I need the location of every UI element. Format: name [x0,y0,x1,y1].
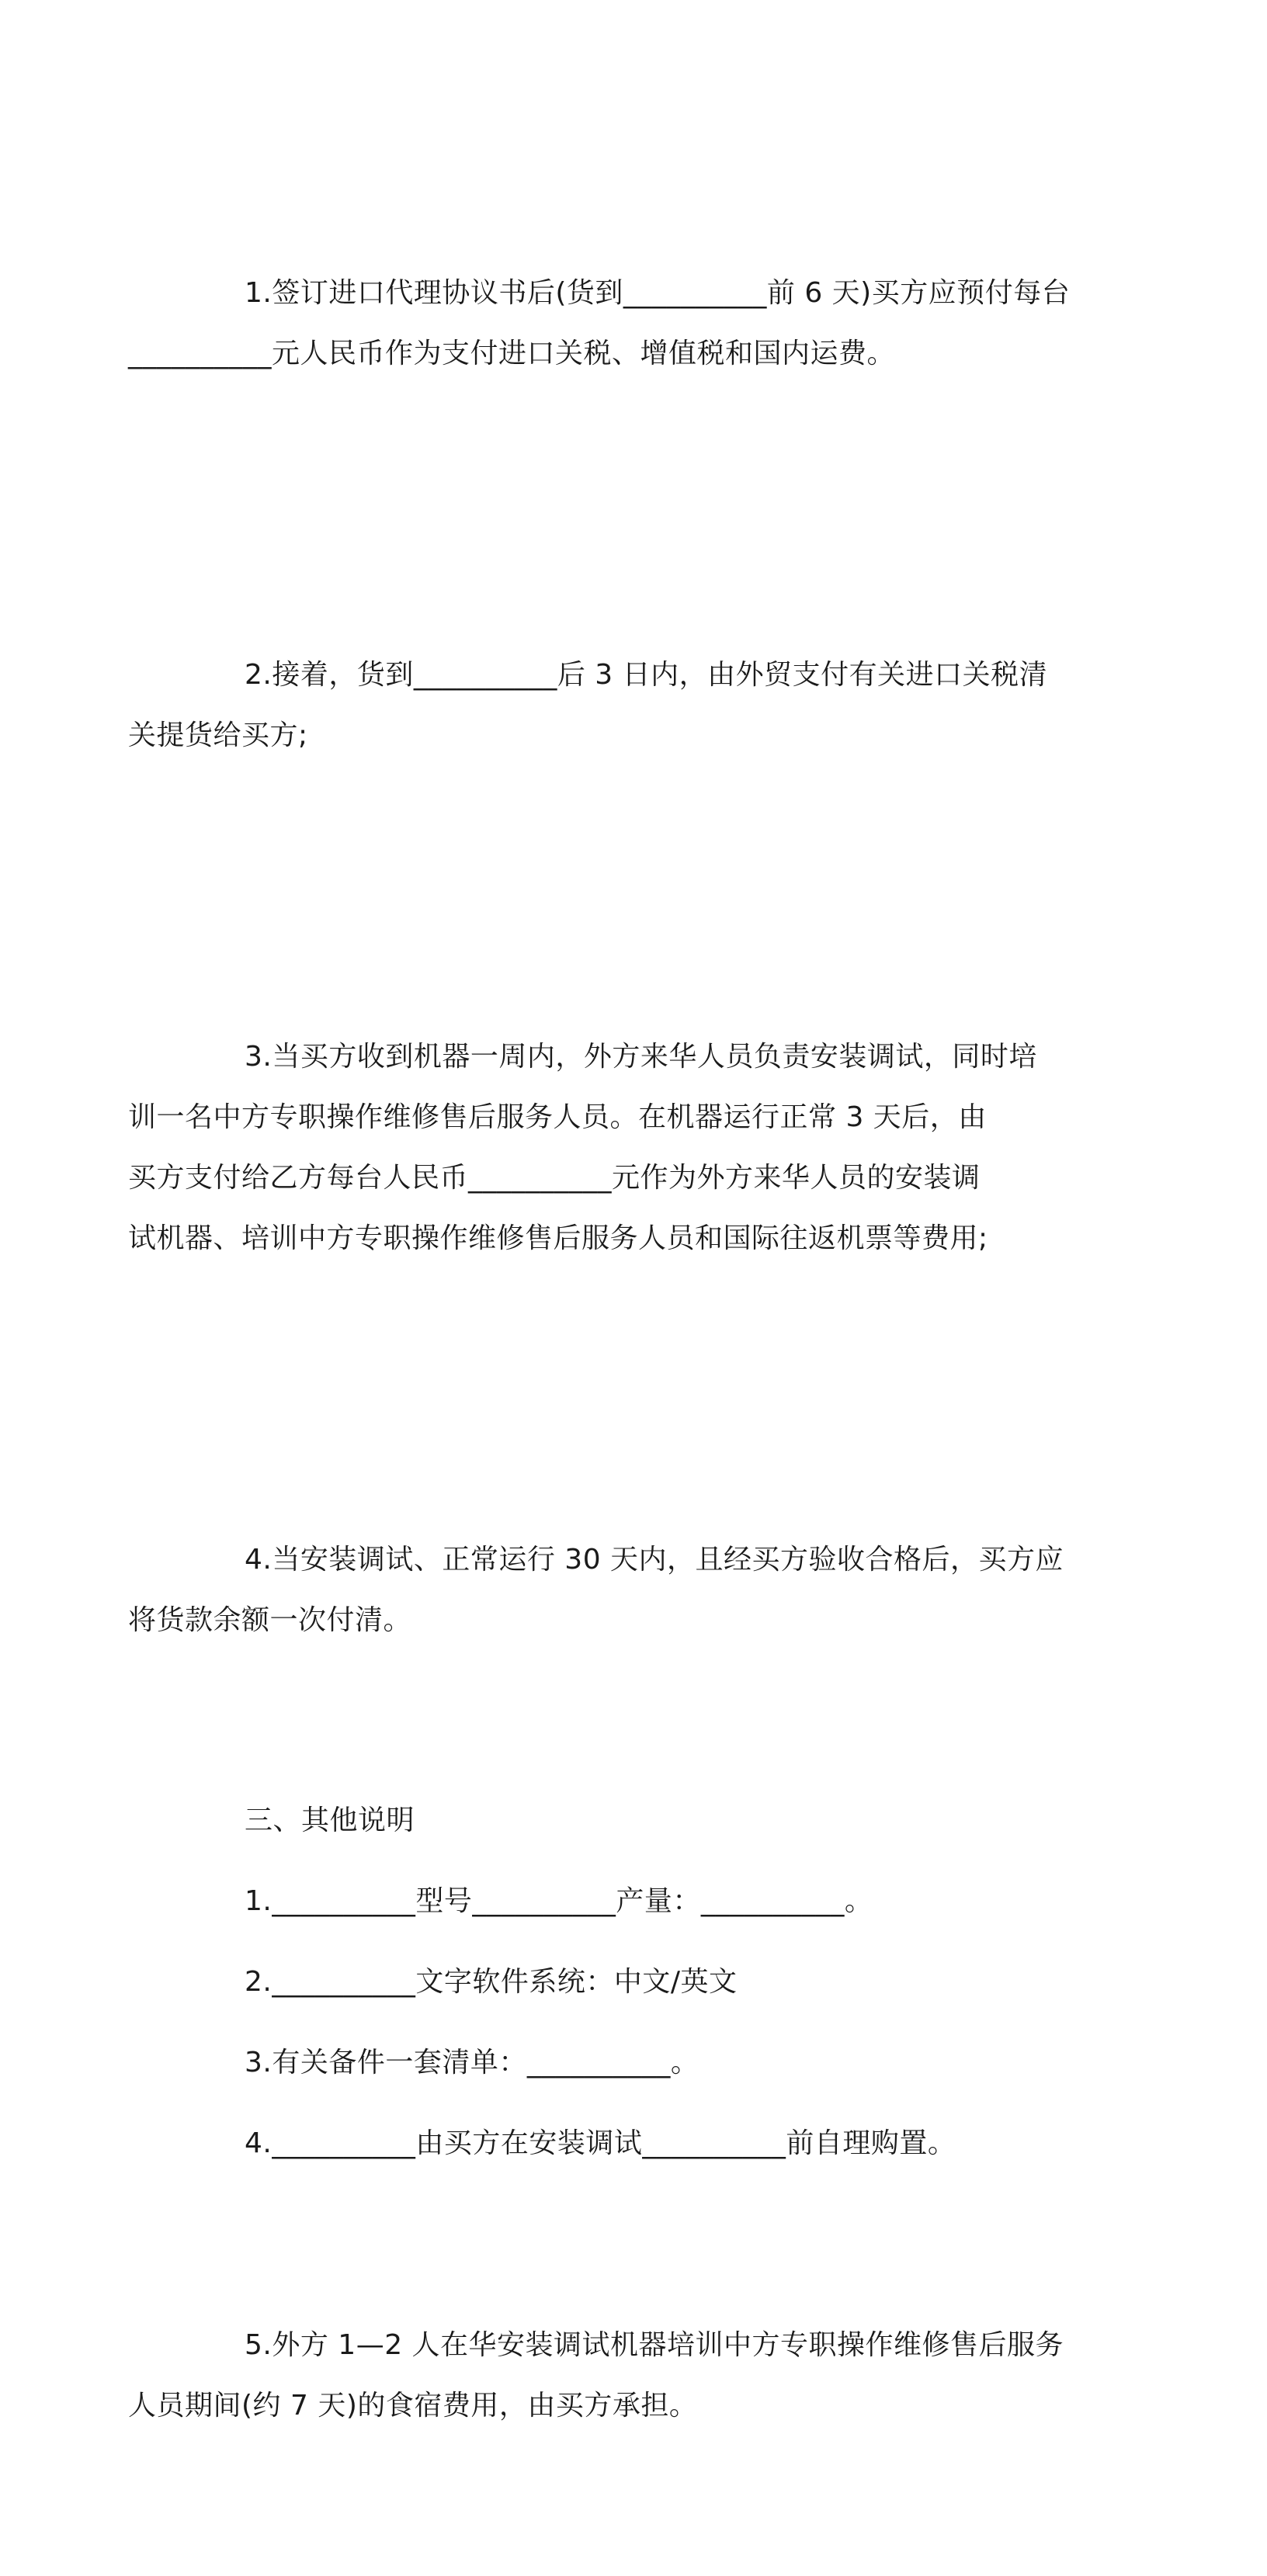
other-item-4: 4.__________由买方在安装调试__________前自理购置。 [245,2127,956,2159]
clause-3-line-2: 训一名中方专职操作维修售后服务人员。在机器运行正常 3 天后，由 [128,1101,987,1133]
clause-2-line-2: 关提货给买方; [128,719,308,751]
section-heading: 三、其他说明 [245,1805,415,1836]
clause-1-paragraph [128,142,1071,505]
clause-4-line-2: 将货款余额一次付清。 [128,1604,412,1636]
clause-2-line-1: 2.接着，货到__________后 3 日内，由外贸支付有关进口关税清 [245,659,1048,691]
clause-4-line-1: 4.当安装调试、正常运行 30 天内，且经买方验收合格后，买方应 [245,1544,1064,1576]
other-item-1: 1.__________型号__________产量：__________。 [245,1885,873,1917]
other-item-5-line-1: 5.外方 1—2 人在华安装调试机器培训中方专职操作维修售后服务 [245,2329,1064,2361]
clause-2-paragraph [128,524,1071,887]
clause-3-line-4: 试机器、培训中方专职操作维修售后服务人员和国际往返机票等费用; [128,1222,988,1254]
clause-3-paragraph [128,906,1071,1390]
other-item-5-line-2: 人员期间(约 7 天)的食宿费用，由买方承担。 [128,2390,698,2422]
clause-3-line-3: 买方支付给乙方每台人民币__________元作为外方来华人员的安装调 [128,1162,981,1194]
clause-1-line-2: __________元人民币作为支付进口关税、增值税和国内运费。 [128,338,896,369]
other-item-5-paragraph [128,2194,1071,2557]
other-item-2: 2.__________文字软件系统：中文/英文 [245,1966,738,1998]
clause-1-line-1: 1.签订进口代理协议书后(货到__________前 6 天)买方应预付每台 [245,277,1071,309]
other-item-3: 3.有关备件一套清单：__________。 [245,2047,699,2078]
document-body [128,142,1071,2576]
clause-4-paragraph [128,1409,1071,1772]
clause-3-line-1: 3.当买方收到机器一周内，外方来华人员负责安装调试，同时培 [245,1041,1037,1073]
